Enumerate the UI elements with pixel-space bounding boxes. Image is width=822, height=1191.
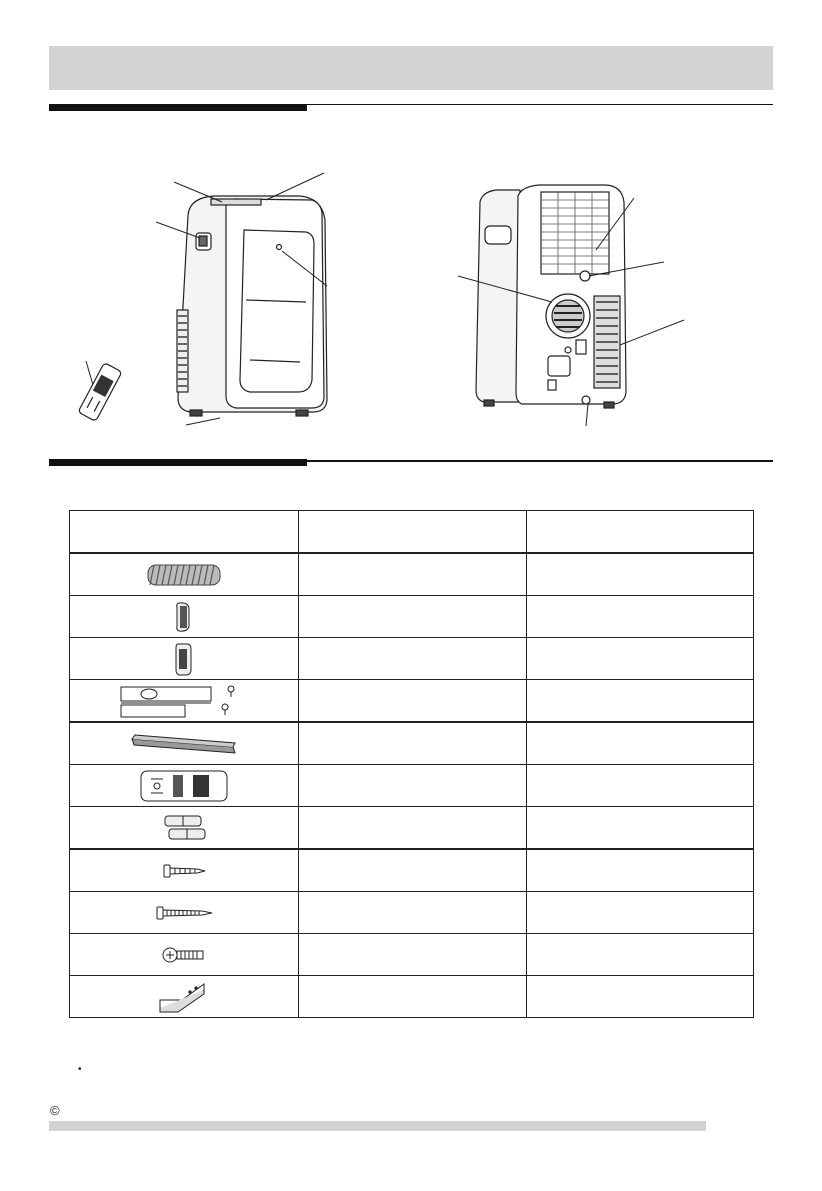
footer-bar [49,1121,706,1131]
note-bullet: • [78,1064,82,1075]
remote-control-icon [139,769,229,803]
table-row [70,765,754,807]
batteries-icon [159,813,209,843]
foam-seal-icon [129,733,239,755]
hose-adapter-icon [174,600,194,634]
header-cell-quantity [527,511,754,554]
table-row [70,892,754,934]
product-diagram [0,0,822,460]
copyright-symbol: © [50,1103,60,1118]
table-row [70,849,754,892]
l-bracket-icon [156,980,212,1014]
table-header-row [70,511,754,554]
front-unit-illustration [177,196,327,416]
header-cell-description [299,511,527,554]
exhaust-hose-icon [144,560,224,590]
table-row [70,596,754,638]
bolt-icon [160,944,208,966]
window-adapter-icon [173,641,195,677]
window-kit-slider-icon [119,683,249,719]
table-row [70,722,754,765]
table-row [70,934,754,976]
table-row [70,680,754,723]
parts-table [69,510,754,1018]
table-row [70,553,754,596]
table-row [70,638,754,680]
header-cell-part [70,511,299,554]
table-row [70,807,754,850]
remote-illustration [78,363,122,422]
table-row [70,976,754,1018]
screw-long-icon [154,904,214,922]
screw-small-icon [161,862,207,880]
rear-unit-illustration [476,185,626,408]
